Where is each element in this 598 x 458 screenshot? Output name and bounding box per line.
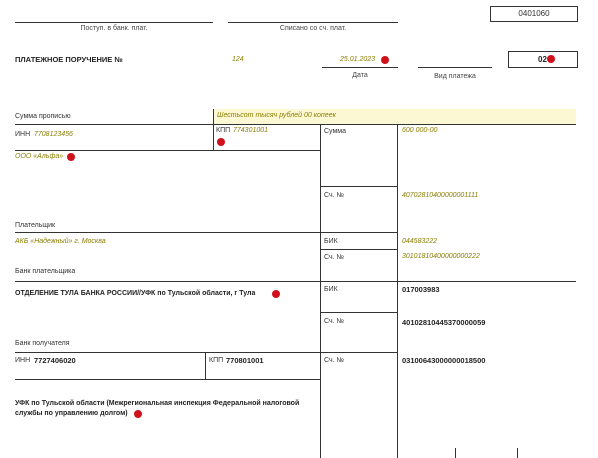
line-y281 <box>15 281 576 282</box>
order-number[interactable]: 124 <box>232 56 244 63</box>
bottom-divider-1 <box>455 448 456 458</box>
line-y312 <box>320 312 397 313</box>
recipient-bank-bik-label: БИК <box>324 286 338 293</box>
line-y249 <box>320 249 397 250</box>
recipient-inn-label: ИНН <box>15 357 31 364</box>
right-col-divider <box>397 124 398 458</box>
recipient-account[interactable]: 03100643000000018500 <box>402 356 486 365</box>
recipient-name-marker <box>134 410 142 418</box>
received-caption: Поступ. в банк. плат. <box>80 25 148 32</box>
recipient-kpp-label: КПП <box>209 357 224 364</box>
recipient-inn[interactable]: 7727406020 <box>34 356 76 365</box>
line-y124 <box>15 124 576 125</box>
payer-bank-account[interactable]: 30101810400000000222 <box>402 253 480 260</box>
payer-kpp-label: КПП <box>216 127 231 134</box>
bottom-divider-2 <box>517 448 518 458</box>
recipient-account-label: Сч. № <box>324 357 345 364</box>
status-box[interactable] <box>508 51 578 68</box>
line-y379 <box>15 379 320 380</box>
recipient-bank-name[interactable]: ОТДЕЛЕНИЕ ТУЛА БАНКА РОССИИ//УФК по Тульской области, г Тула <box>15 290 256 297</box>
date-line <box>322 67 398 68</box>
order-date-marker <box>381 56 389 64</box>
recipient-name-line1[interactable]: УФК по Тульской области (Межрегиональная инспекция Федеральной налоговой <box>15 400 300 407</box>
order-title: ПЛАТЕЖНОЕ ПОРУЧЕНИЕ № <box>15 55 123 64</box>
recipient-bank-caption: Банк получателя <box>15 340 70 347</box>
payer-sum-label: Сумма <box>324 128 346 135</box>
recipient-bank-col-divider <box>320 281 321 458</box>
payer-inn-kpp-divider <box>213 124 214 150</box>
payer-name[interactable]: ООО «Альфа» <box>15 153 64 160</box>
payer-col-divider <box>320 124 321 281</box>
payer-bank-bik-label: БИК <box>324 238 338 245</box>
line-y352 <box>15 352 397 353</box>
payer-bank-name[interactable]: АКБ «Надежный» г. Москва <box>15 238 106 245</box>
debited-caption: Списано со сч. плат. <box>279 25 347 32</box>
payer-account-label: Сч. № <box>324 192 345 199</box>
payer-kpp[interactable]: 774301001 <box>233 127 269 134</box>
payer-name-marker <box>67 153 75 161</box>
payer-inn[interactable]: 7708123456 <box>34 131 73 138</box>
recipient-inn-kpp-divider <box>205 352 206 379</box>
recipient-bank-marker <box>272 290 280 298</box>
status-code: 02 <box>538 55 547 64</box>
payer-kpp-marker <box>217 138 225 146</box>
amount-words-value: Шестьсот тысяч рублей 00 копеек <box>217 112 336 119</box>
payer-bank-bik[interactable]: 044583222 <box>402 238 438 245</box>
order-date[interactable]: 25.01.2023 <box>340 56 376 63</box>
recipient-name-line2[interactable]: службы по управлению долгом) <box>15 410 128 417</box>
recipient-bank-bik[interactable]: 017003983 <box>402 285 440 294</box>
payer-sum[interactable]: 600 000-00 <box>402 127 438 134</box>
line-y150 <box>15 150 320 151</box>
payment-type-caption: Вид платежа <box>434 73 476 80</box>
recipient-bank-account[interactable]: 40102810445370000059 <box>402 318 486 327</box>
recipient-bank-account-label: Сч. № <box>324 318 345 325</box>
payment-type-line <box>418 67 492 68</box>
payer-bank-account-label: Сч. № <box>324 254 345 261</box>
payer-account[interactable]: 40702810400000001111 <box>402 192 479 199</box>
form-code-box <box>490 6 578 22</box>
amount-words-label: Сумма прописью <box>15 113 71 120</box>
status-marker <box>547 55 555 63</box>
payer-caption: Плательщик <box>15 222 56 229</box>
line-y186 <box>320 186 397 187</box>
payer-inn-label: ИНН <box>15 131 31 138</box>
recipient-kpp[interactable]: 770801001 <box>226 356 264 365</box>
date-caption: Дата <box>352 72 368 79</box>
form-code: 0401060 <box>518 9 550 18</box>
line-y232 <box>15 232 397 233</box>
payer-bank-caption: Банк плательщика <box>15 268 76 275</box>
received-line <box>15 22 213 23</box>
debited-line <box>228 22 398 23</box>
